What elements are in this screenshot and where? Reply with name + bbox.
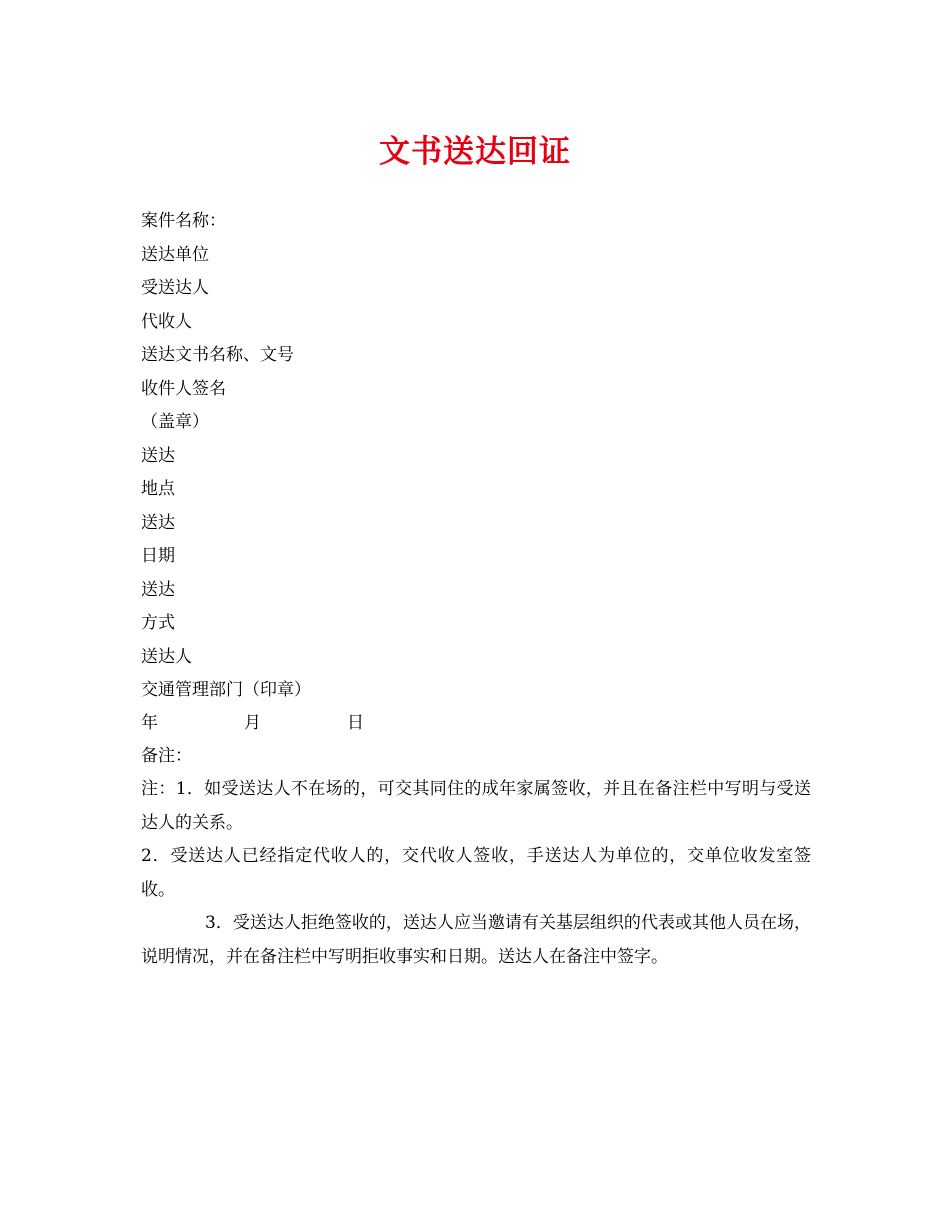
notes-section [141,773,811,974]
note-paragraph: 注：1．如受送达人不在场的，可交其同住的成年家属签收，并且在备注栏中写明与受送达人的关系。 [141,779,811,833]
recipient-signature-label: 收件人签名 [141,378,226,399]
year-label: 年 [141,713,158,733]
day-label: 日 [347,713,364,733]
delivery-place-label-line2: 地点 [141,479,175,499]
delivery-method-label-line2: 方式 [141,613,175,633]
case-name-label: 案件名称： [141,211,226,231]
delivery-place-label-line1: 送达 [141,445,175,466]
note-paragraph: 3．受送达人拒绝签收的，送达人应当邀请有关基层组织的代表或其他人员在场，说明情况，并在备注栏中写明拒收事实和日期。送达人在备注中签字。 [141,913,811,967]
form-field-list [141,205,811,708]
traffic-department-seal-label: 交通管理部门（印章） [141,680,311,700]
delivery-date-label-line1: 送达 [141,512,175,533]
deliverer-label: 送达人 [141,646,192,667]
date-line [141,707,541,740]
proxy-recipient-label: 代收人 [141,311,192,332]
delivery-date-label-line2: 日期 [141,546,175,566]
remarks-label: 备注： [141,746,192,766]
recipient-label: 受送达人 [141,278,209,298]
document-name-number-label: 送达文书名称、文号 [141,345,294,365]
document-title: 文书送达回证 [379,134,571,170]
month-label: 月 [244,713,261,733]
note-paragraph: 2．受送达人已经指定代收人的，交代收人签收，手送达人为单位的，交单位收发室签收。 [141,846,811,900]
seal-label: （盖章） [141,412,209,432]
delivering-unit-label: 送达单位 [141,244,209,265]
delivery-method-label-line1: 送达 [141,579,175,600]
